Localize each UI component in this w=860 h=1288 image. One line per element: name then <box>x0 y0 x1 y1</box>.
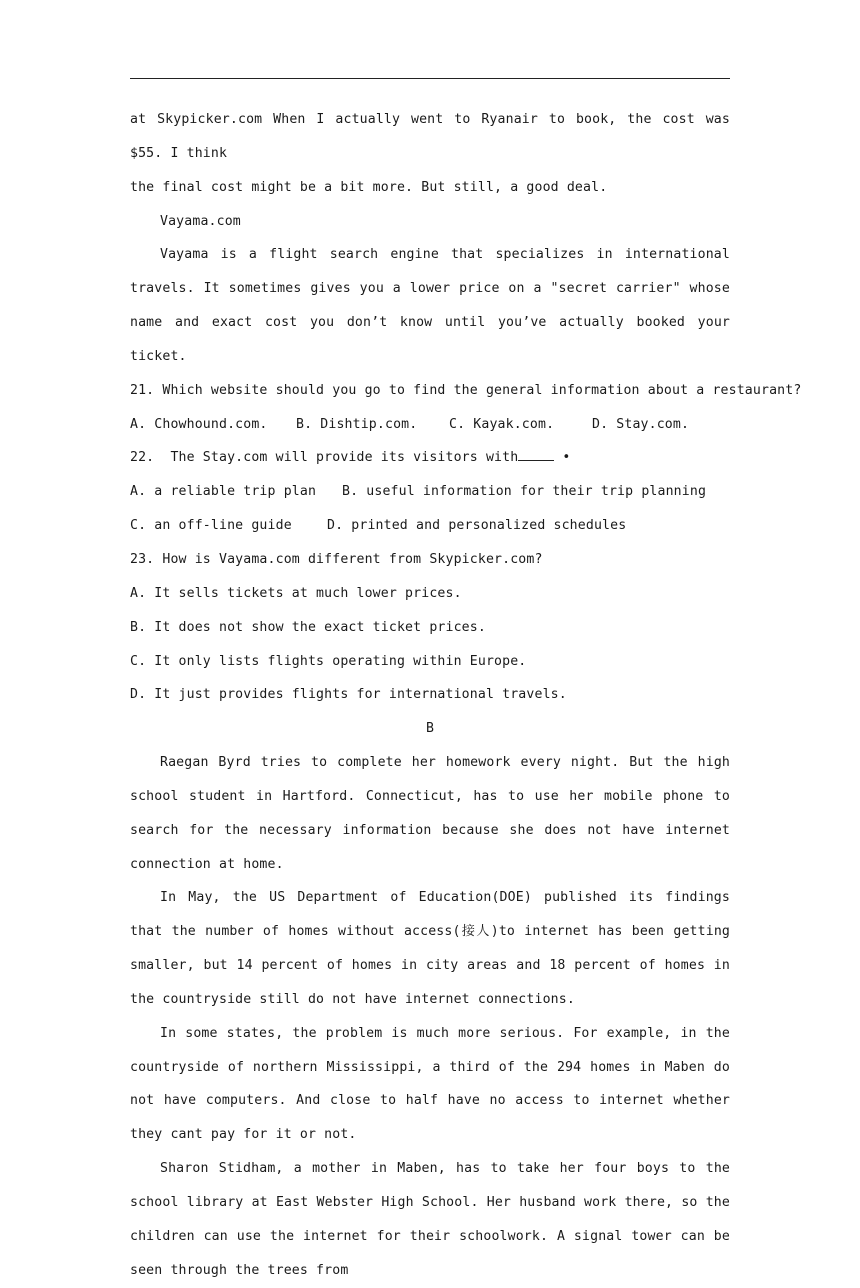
option-a: A. Chowhound.com. <box>130 416 268 432</box>
question-22-bullet: • <box>562 450 571 466</box>
section-b-heading: B <box>425 721 435 737</box>
section-b-paragraph-2: In May, the US Department of Education(DOE) published its findings that the number of homes without access(接人)to internet has been getting smaller, but 14 percent of homes in city areas and 18 percent of homes in the countryside still do not have internet connections. <box>130 890 730 1007</box>
question-21-options <box>130 408 730 442</box>
option-c: C. Kayak.com. <box>449 416 555 432</box>
section-b-paragraph-1: Raegan Byrd tries to complete her homework every night. But the high school student in Hartford. Connecticut, has to use her mobile phone to search for the necessary information because she does not have internet connection at home. <box>130 755 730 872</box>
question-22-options-row-2 <box>130 509 730 543</box>
question-23-stem: 23. How is Vayama.com different from Skypicker.com? <box>130 551 543 567</box>
vayama-heading: Vayama.com <box>160 213 241 229</box>
header-rule <box>130 78 730 79</box>
option-d: D. printed and personalized schedules <box>327 518 627 534</box>
question-22-text: 22. The Stay.com will provide its visitors with <box>130 450 519 466</box>
document-body <box>130 103 802 1288</box>
answer-blank <box>518 446 554 461</box>
section-b-paragraph-4: Sharon Stidham, a mother in Maben, has to take her four boys to the school library at East Webster High School. Her husband work there, so the children can use the internet for their schoolwork. A signal tower can be seen through the trees from <box>130 1161 730 1278</box>
question-23-option-a: A. It sells tickets at much lower prices. <box>130 585 462 601</box>
question-23-option-d: D. It just provides flights for international travels. <box>130 687 567 703</box>
question-22-stem <box>130 441 730 475</box>
option-b: B. useful information for their trip planning <box>342 484 707 500</box>
option-b: B. Dishtip.com. <box>296 416 418 432</box>
question-22-options-row-1 <box>130 475 730 509</box>
vayama-paragraph: Vayama is a flight search engine that specializes in international travels. It sometimes gives you a lower price on a "secret carrier" whose name and exact cost you don’t know until you’ve actually booked your ticket. <box>130 247 730 364</box>
question-23-option-c: C. It only lists flights operating within Europe. <box>130 653 527 669</box>
question-23-option-b: B. It does not show the exact ticket prices. <box>130 619 486 635</box>
option-c: C. an off-line guide <box>130 518 292 534</box>
question-21-stem: 21. Which website should you go to find the general information about a restaurant? <box>130 382 802 398</box>
option-d: D. Stay.com. <box>592 416 690 432</box>
section-b-paragraph-3: In some states, the problem is much more serious. For example, in the countryside of northern Mississippi, a third of the 294 homes in Maben do not have computers. And close to half have no access to internet whether they cant pay for it or not. <box>130 1025 730 1143</box>
option-a: A. a reliable trip plan <box>130 484 317 500</box>
passage-a-line-1: at Skypicker.com When I actually went to Ryanair to book, the cost was $55. I think <box>130 112 730 161</box>
passage-a-line-2: the final cost might be a bit more. But still, a good deal. <box>130 179 608 195</box>
